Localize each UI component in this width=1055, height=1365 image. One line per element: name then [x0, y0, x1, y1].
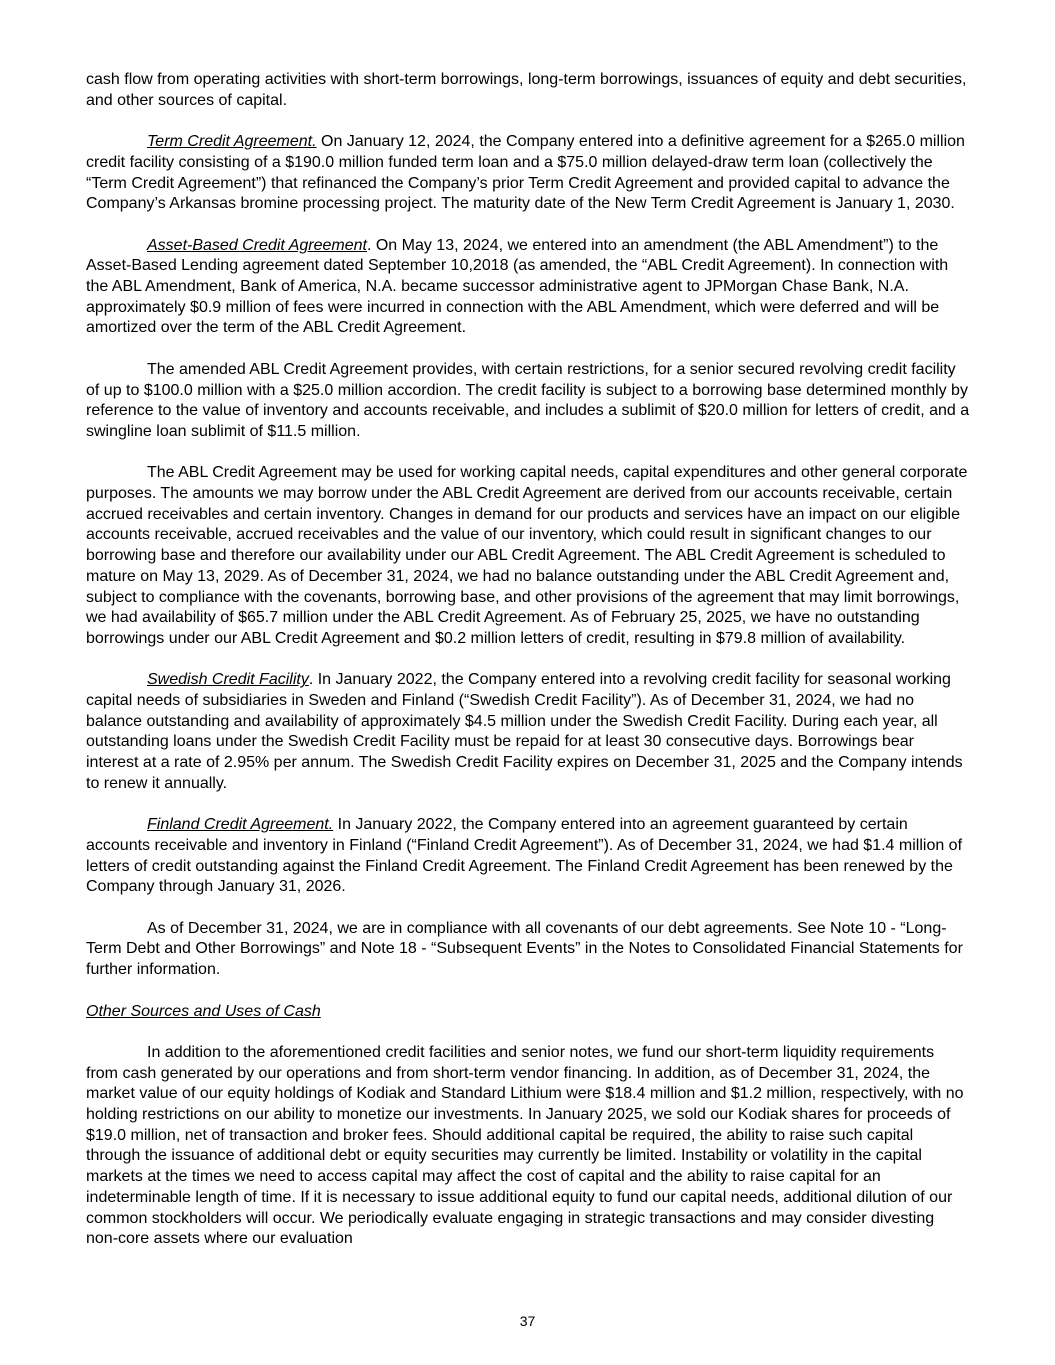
asset-based-heading: Asset-Based Credit Agreement — [147, 236, 367, 254]
swedish-text: . In January 2022, the Company entered into a revolving credit facility for seasonal working capital needs of subsidiaries in Sweden and Finland (“Swedish Credit Facility”). As of December 31, 2024, we had no balance outstanding and availability of approximately $4.5 million under the Swedish Credit Facility. During each year, all outstanding loans under the Swedish Credit Facility must be repaid for at least 30 consecutive days. Borrowings bear interest at a rate of 2.95% per annum. The Swedish Credit Facility expires on December 31, 2025 and the Company intends to renew it annually. — [86, 671, 963, 792]
other-sources-heading: Other Sources and Uses of Cash — [86, 1002, 321, 1020]
finland-paragraph — [86, 815, 970, 898]
intro-paragraph: cash flow from operating activities with short-term borrowings, long-term borrowings, issuances of equity and debt securities, and other sources of capital. — [86, 71, 967, 109]
swedish-heading: Swedish Credit Facility — [147, 671, 309, 689]
finland-heading: Finland Credit Agreement. — [147, 816, 334, 834]
page-number: 37 — [519, 1313, 536, 1329]
amended-abl-paragraph: The amended ABL Credit Agreement provides, with certain restrictions, for a senior secured revolving credit facility of up to $100.0 million with a $25.0 million accordion. The credit facility is subject to a borrowing base determined monthly by reference to the value of inventory and accounts receivable, and includes a sublimit of $20.0 million for letters of credit, and a swingline loan sublimit of $11.5 million. — [86, 360, 970, 440]
term-credit-paragraph — [86, 132, 970, 215]
finland-text: In January 2022, the Company entered into an agreement guaranteed by certain accounts receivable and inventory in Finland (“Finland Credit Agreement”). As of December 31, 2024, we had $1.4 million of letters of credit outstanding against the Finland Credit Agreement. The Finland Credit Agreement has been renewed by the Company through January 31, 2026. — [86, 816, 963, 896]
term-credit-heading: Term Credit Agreement. — [147, 133, 317, 151]
abl-use-paragraph: The ABL Credit Agreement may be used for working capital needs, capital expenditures and other general corporate purposes. The amounts we may borrow under the ABL Credit Agreement are derived from our accounts receivable, certain accrued receivables and certain inventory. Changes in demand for our products and services have an impact on our eligible accounts receivable, accrued receivables and the value of our inventory, which could result in significant changes to our borrowing base and therefore our availability under our ABL Credit Agreement. The ABL Credit Agreement is scheduled to mature on May 13, 2029. As of December 31, 2024, we had no balance outstanding under the ABL Credit Agreement and, subject to compliance with the covenants, borrowing base, and other provisions of the agreement that may limit borrowings, we had availability of $65.7 million under the ABL Credit Agreement. As of February 25, 2025, we have no outstanding borrowings under our ABL Credit Agreement and $0.2 million letters of credit, resulting in $79.8 million of availability. — [86, 464, 968, 647]
compliance-paragraph: As of December 31, 2024, we are in compliance with all covenants of our debt agreements. See Note 10 - “Long-Term Debt and Other Borrowings” and Note 18 - “Subsequent Events” in the Notes to Consolidated Financial Statements for further information. — [86, 919, 963, 979]
term-credit-text: On January 12, 2024, the Company entered into a definitive agreement for a $265.0 million credit facility consisting of a $190.0 million funded term loan and a $75.0 million delayed-draw term loan (collectively the “Term Credit Agreement”) that refinanced the Company’s prior Term Credit Agreement and provided capital to advance the Company’s Arkansas bromine processing project. The maturity date of the New Term Credit Agreement is January 1, 2030. — [86, 133, 965, 213]
asset-based-paragraph — [86, 236, 970, 340]
section-title — [86, 1002, 970, 1023]
asset-based-text: . On May 13, 2024, we entered into an amendment (the ABL Amendment”) to the Asset-Based Lending agreement dated September 10,2018 (as amended, the “ABL Credit Agreement). In connection with the ABL Amendment, Bank of America, N.A. became successor administrative agent to JPMorgan Chase Bank, N.A. approximately $0.9 million of fees were incurred in connection with the ABL Amendment, which were deferred and will be amortized over the term of the ABL Credit Agreement. — [86, 236, 949, 337]
swedish-paragraph — [86, 670, 970, 794]
document-page — [86, 70, 970, 1271]
other-sources-paragraph: In addition to the aforementioned credit facilities and senior notes, we fund our short-term liquidity requirements from cash generated by our operations and from short-term vendor financing. In addition, as of December 31, 2024, the market value of our equity holdings of Kodiak and Standard Lithium were $18.4 million and $1.2 million, respectively, with no holding restrictions on our ability to monetize our investments. In January 2025, we sold our Kodiak shares for proceeds of $19.0 million, net of transaction and broker fees. Should additional capital be required, the ability to raise such capital through the issuance of additional debt or equity securities may currently be limited. Instability or volatility in the capital markets at the times we need to access capital may affect the cost of capital and the ability to raise capital for an indeterminable length of time. If it is necessary to issue additional equity to fund our capital needs, additional dilution of our common stockholders will occur. We periodically evaluate engaging in strategic transactions and may consider divesting non-core assets where our evaluation — [86, 1043, 964, 1248]
